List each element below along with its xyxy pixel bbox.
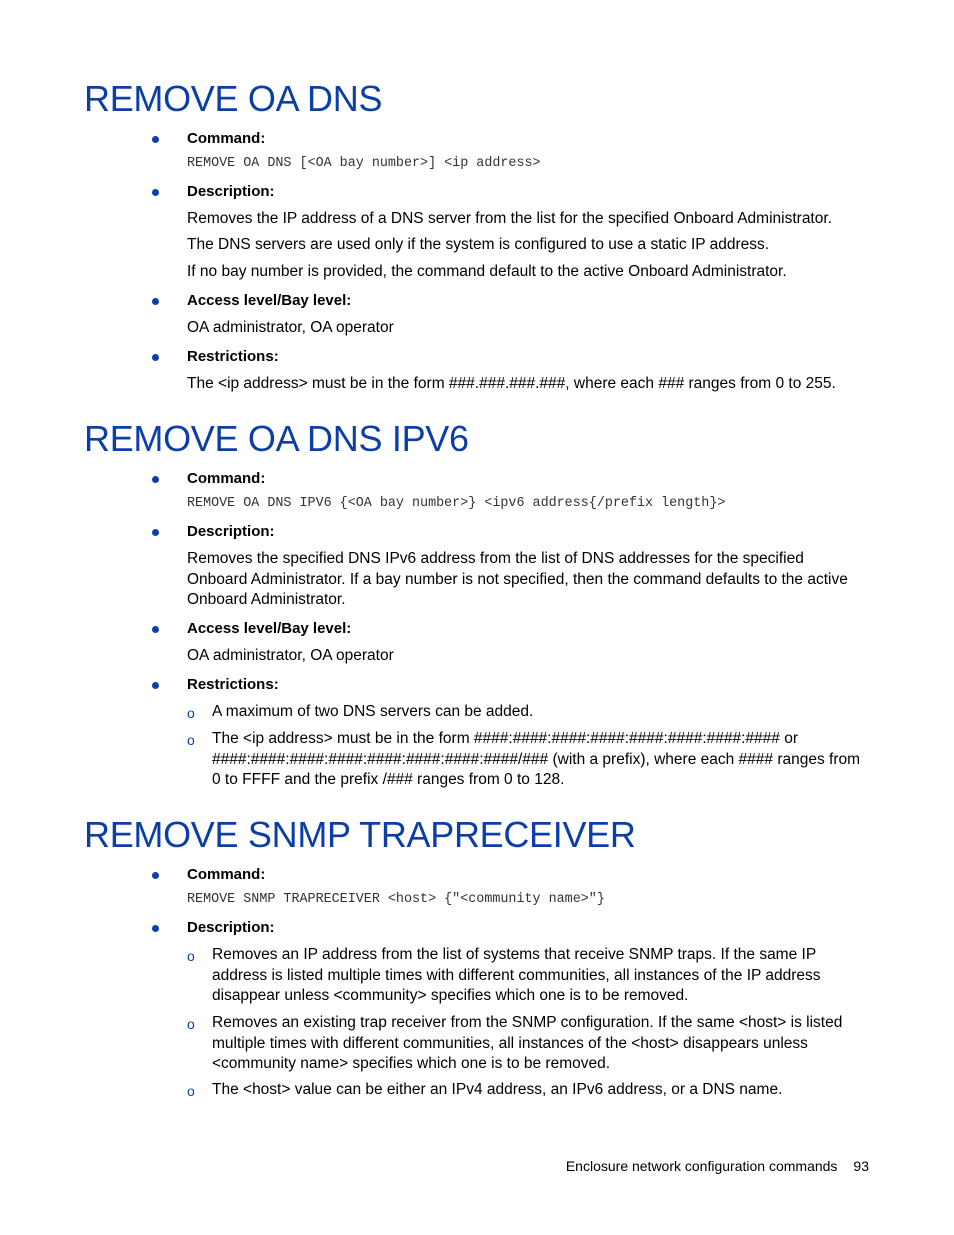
- sub-bullet-icon: o: [187, 1016, 195, 1032]
- description-text: Removes the specified DNS IPv6 address from the list of DNS addresses for the specified Onboard Administrator. If a bay number is not specified, then the command defaults to the active Onboard Administrator.: [187, 550, 848, 608]
- command-label: Command:: [187, 130, 266, 147]
- restriction-item: The <ip address> must be in the form ####:####:####:####:####:####:####:#### or ####:####:####:####:####:####:####:####/### (with a prefix), where each #### ranges from 0 to FFFF and the prefix /### ranges from 0 to 128.: [212, 730, 861, 788]
- command-syntax: REMOVE SNMP TRAPRECEIVER <host> {"<community name>"}: [187, 892, 605, 907]
- sub-bullet-icon: o: [187, 948, 195, 964]
- bullet: [152, 682, 159, 689]
- description-item: The <host> value can be either an IPv4 address, an IPv6 address, or a DNS name.: [212, 1081, 783, 1098]
- sub-bullet-icon: o: [187, 732, 195, 748]
- description-text: If no bay number is provided, the command default to the active Onboard Administrator.: [187, 263, 787, 280]
- sub-bullet-icon: o: [187, 705, 195, 721]
- command-label: Command:: [187, 866, 266, 883]
- description-item: Removes an existing trap receiver from the SNMP configuration. If the same <host> is listed multiple times with different communities, all instances of the <host> disappears unless <community name> specifies which one is to be removed.: [212, 1014, 843, 1072]
- bullet: [152, 298, 159, 305]
- description-item: Removes an IP address from the list of systems that receive SNMP traps. If the same IP address is listed multiple times with different communities, all instances of the IP address disappear unless <community> specifies which one is to be removed.: [212, 946, 821, 1004]
- bullet: [152, 626, 159, 633]
- description-label: Description:: [187, 919, 275, 936]
- command-syntax: REMOVE OA DNS [<OA bay number>] <ip address>: [187, 156, 541, 171]
- description-label: Description:: [187, 183, 275, 200]
- description-text: Removes the IP address of a DNS server from the list for the specified Onboard Administrator.: [187, 210, 832, 227]
- page-number: 93: [853, 1158, 869, 1174]
- section-title-remove-snmp-trapreceiver: REMOVE SNMP TRAPRECEIVER: [84, 814, 636, 855]
- restrictions-label: Restrictions:: [187, 348, 279, 365]
- bullet: [152, 476, 159, 483]
- restrictions-text: The <ip address> must be in the form ###.###.###.###, where each ### ranges from 0 to 255.: [187, 375, 836, 392]
- bullet: [152, 872, 159, 879]
- bullet: [152, 189, 159, 196]
- access-label: Access level/Bay level:: [187, 620, 352, 637]
- sub-bullet-icon: o: [187, 1083, 195, 1099]
- command-label: Command:: [187, 470, 266, 487]
- section-title-remove-oa-dns: REMOVE OA DNS: [84, 78, 383, 119]
- bullet: [152, 354, 159, 361]
- page-footer: [566, 1158, 869, 1174]
- bullet: [152, 529, 159, 536]
- footer-chapter-title: Enclosure network configuration commands: [565, 1158, 838, 1174]
- description-text: The DNS servers are used only if the system is configured to use a static IP address.: [187, 236, 770, 253]
- description-label: Description:: [187, 523, 275, 540]
- access-text: OA administrator, OA operator: [187, 319, 394, 336]
- command-syntax: REMOVE OA DNS IPV6 {<OA bay number>} <ipv6 address{/prefix length}>: [187, 496, 726, 511]
- bullet: [152, 925, 159, 932]
- access-label: Access level/Bay level:: [187, 292, 352, 309]
- access-text: OA administrator, OA operator: [187, 647, 394, 664]
- restrictions-label: Restrictions:: [187, 676, 279, 693]
- bullet: [152, 136, 159, 143]
- section-title-remove-oa-dns-ipv6: REMOVE OA DNS IPV6: [84, 418, 469, 459]
- restriction-item: A maximum of two DNS servers can be added.: [212, 703, 534, 720]
